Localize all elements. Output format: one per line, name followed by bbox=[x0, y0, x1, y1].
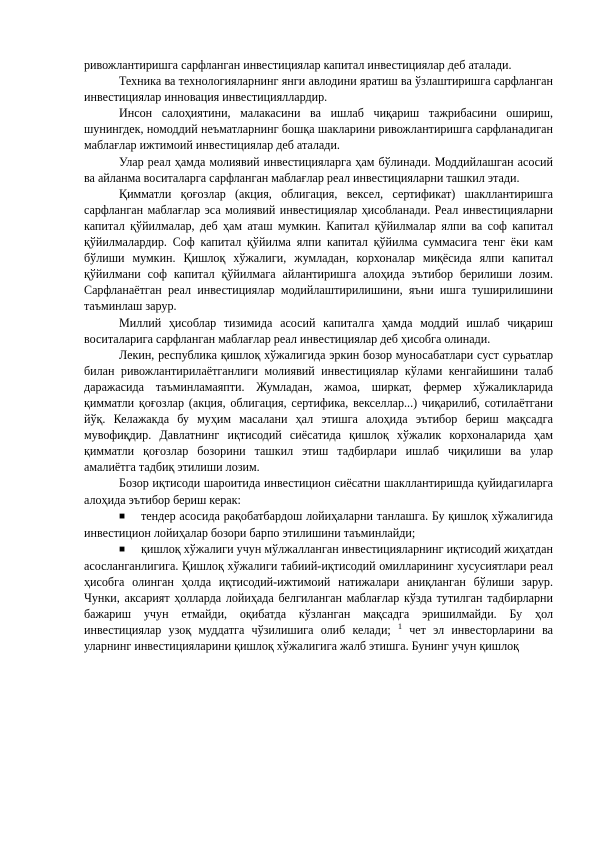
footnote-reference[interactable]: 1 bbox=[398, 622, 402, 632]
paragraph-continuation bbox=[84, 57, 553, 73]
paragraph-text: Бозор иқтисоди шароитида инвестицион сиёсатни шакллантиришда қуйидагиларга алоҳида эътибор бериш керак: bbox=[84, 476, 553, 507]
paragraph-text: Техника ва технологияларнинг янги авлодини яратиш ва ўзлаштиришга сарфланган инвестициялар инновация инвестицияллардир. bbox=[84, 74, 553, 105]
square-bullet-icon: ■ bbox=[119, 510, 126, 522]
paragraph-securities bbox=[84, 186, 553, 315]
paragraph-text: Улар реал ҳамда молиявий инвестицияларга ҳам бўлинади. Моддийлашган асосий ва айланма воситаларга сарфланган маблағлар реал инвестицияларни ташкил этади. bbox=[84, 154, 553, 185]
paragraph-investment-policy bbox=[84, 475, 553, 507]
paragraph-social-investments bbox=[84, 105, 553, 153]
paragraph-innovation-investments bbox=[84, 73, 553, 105]
list-item-text: қишлоқ хўжалиги учун мўлжалланган инвестицияларнинг иқтисодий жиҳатдан асосланганлигига. Қишлоқ хўжалиги табиий-иқтисодий омилларининг хусусиятлари реал ҳисобга олинган ҳолда иқтисодий-ижтимоий натижалари аниқланган бўлиши зарур. Чунки, аксарият ҳолларда лойиҳада белгиланган маблағлар кўзда тутилган тадбирларни бажариш учун етмайди, оқибатда кўзланган мақсадга эришилмайди. Бу ҳол инвестициялар узоқ муддатга чўзилишига олиб келади; bbox=[84, 541, 553, 638]
paragraph-republic-agriculture bbox=[84, 347, 553, 476]
paragraph-text: Лекин, республика қишлоқ хўжалигида эркин бозор муносабатлари суст сурьатлар билан ривожлантирилаётганлиги молиявий инвестициялар кўлами кенгайишини талаб даражасида таъминламаяпти. Жумладан, жамоа, ширкат, фермер хўжаликларида қимматли қоғозлар (акция, облигация, сертифика, векселлар...) чиқарилиб, сотилаётгани йўқ. Келажакда бу муҳим масалани ҳал этишга алоҳида эътибор бериш мақсадга мувофиқдир. Давлатнинг иқтисодий сиёсатида қишлоқ хўжалик корхоналарида ҳам қимматли қоғозлар бозорини ташкил этиш тадбирлари ишлаб чиқилиши ва улар амалиётга тадбиқ этилиши лозим. bbox=[84, 347, 553, 475]
paragraph-text: ривожлантиришга сарфланган инвестициялар капитал инвестициялар деб аталади. bbox=[84, 58, 512, 72]
list-item-economic-justification bbox=[84, 541, 553, 655]
paragraph-national-accounts bbox=[84, 315, 553, 347]
list-item-tender bbox=[84, 508, 553, 541]
list-item-text: тендер асосида рақобатбардош лойиҳаларни танлашга. Бу қишлоқ хўжалигида инвестицион лойиҳалар бозори барпо этилишини таъминлайди; bbox=[84, 508, 553, 540]
square-bullet-icon: ■ bbox=[119, 543, 126, 555]
paragraph-text: Инсон салоҳиятини, малакасини ва ишлаб чиқариш тажрибасини ошириш, шунингдек, номоддий неъматларнинг бошқа шакларини ривожлантиришга сарфланадиган маблағлар ижтимоий инвестициялар деб аталади. bbox=[84, 106, 553, 153]
list-item-text-continued: чет эл инвесторларини ва уларнинг инвестицияларини қишлоқ хўжалигига жалб этишга. Бунинг учун қишлоқ bbox=[84, 623, 554, 654]
paragraph-text: Миллий ҳисоблар тизимида асосий капиталга ҳамда моддий ишлаб чиқариш воситаларига сарфланган маблағлар реал инвестициялар деб ҳисобга олинади. bbox=[84, 315, 553, 346]
paragraph-real-financial bbox=[84, 154, 553, 186]
paragraph-text: Қимматли қоғозлар (акция, облигация, вексел, сертификат) шакллантиришга сарфланган маблағлар эса молиявий инвестициялар ҳисобланади. Реал инвестицияларни капитал қўйилмалар, деб ҳам аташ мумкин. Капитал қўйилмалар ялпи ва соф капитал қўйилмалардир. Соф капитал қўйилма ялпи капитал қўйилма суммасига тенг ёки кам бўлиши мумкин. Қишлоқ хўжалиги, жумладан, корхоналар миқёсида ялпи капитал қўйилмани соф капитал қўйилмага айлантиришга алоҳида эътибор берилиши лозим. Сарфланаётган реал инвестициялар модийлаштирилишини, яъни ишга туширилишини таъминлаш зарур. bbox=[84, 186, 553, 314]
document-page bbox=[84, 57, 553, 654]
